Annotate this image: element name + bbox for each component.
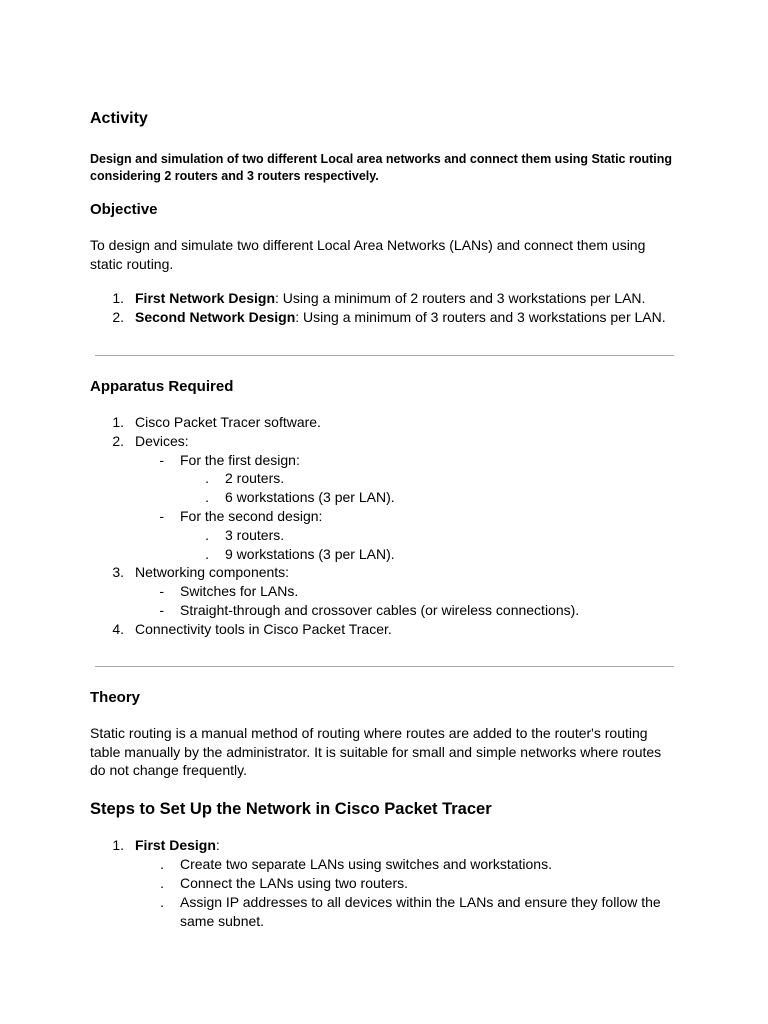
dash-marker: - bbox=[159, 583, 164, 599]
list-bold: Second Network Design bbox=[135, 309, 296, 325]
list-number: 2. bbox=[112, 309, 124, 325]
steps-heading: Steps to Set Up the Network in Cisco Packet Tracer bbox=[90, 800, 492, 818]
list-text: Devices: bbox=[135, 433, 189, 449]
activity-description: Design and simulation of two different Local area networks and connect them using Static routing considering 2 routers and 3 routers respectively. bbox=[90, 152, 673, 183]
list-number: 2. bbox=[112, 433, 124, 449]
list-text: 3 routers. bbox=[225, 527, 285, 543]
dot-marker: . bbox=[205, 470, 209, 486]
dash-marker: - bbox=[159, 452, 164, 468]
list-number: 1. bbox=[112, 290, 124, 306]
list-text: For the second design: bbox=[180, 508, 323, 524]
dot-marker: . bbox=[160, 875, 164, 891]
list-text bbox=[135, 289, 645, 308]
list-text: Connect the LANs using two routers. bbox=[180, 875, 409, 891]
list-number: 4. bbox=[112, 621, 124, 637]
list-text: For the first design: bbox=[180, 452, 300, 468]
list-text: Cisco Packet Tracer software. bbox=[135, 414, 321, 430]
list-text: Assign IP addresses to all devices within the LANs and ensure they follow the same subnet. bbox=[180, 894, 661, 929]
dot-marker: . bbox=[205, 527, 209, 543]
list-text: Create two separate LANs using switches and workstations. bbox=[180, 856, 552, 872]
list-text bbox=[135, 308, 666, 327]
list-text: 6 workstations (3 per LAN). bbox=[225, 489, 395, 505]
theory-text: Static routing is a manual method of routing where routes are added to the router's routing table manually by the administrator. It is suitable for small and simple networks where routes do not change frequently. bbox=[90, 725, 662, 779]
apparatus-heading: Apparatus Required bbox=[90, 378, 234, 395]
activity-heading: Activity bbox=[90, 110, 148, 127]
list-text: Networking components: bbox=[135, 564, 290, 580]
list-text: Straight-through and crossover cables (or wireless connections). bbox=[180, 602, 580, 618]
list-rest: : Using a minimum of 3 routers and 3 workstations per LAN. bbox=[295, 309, 666, 325]
list-text bbox=[135, 836, 220, 855]
list-text: Switches for LANs. bbox=[180, 583, 299, 599]
dash-marker: - bbox=[159, 508, 164, 524]
list-bold: First Network Design bbox=[135, 290, 276, 306]
list-number: 1. bbox=[112, 414, 124, 430]
list-bold: First Design bbox=[135, 837, 216, 853]
dot-marker: . bbox=[205, 489, 209, 505]
list-rest: : bbox=[215, 837, 220, 853]
section-divider bbox=[95, 355, 674, 356]
list-rest: : Using a minimum of 2 routers and 3 workstations per LAN. bbox=[275, 290, 646, 306]
objective-text: To design and simulate two different Local Area Networks (LANs) and connect them using static routing. bbox=[90, 237, 646, 272]
objective-heading: Objective bbox=[90, 201, 158, 218]
list-text: Connectivity tools in Cisco Packet Tracer. bbox=[135, 621, 392, 637]
dot-marker: . bbox=[160, 894, 164, 910]
list-number: 3. bbox=[112, 564, 124, 580]
dash-marker: - bbox=[159, 602, 164, 618]
list-number: 1. bbox=[112, 837, 124, 853]
theory-heading: Theory bbox=[90, 689, 141, 706]
dot-marker: . bbox=[160, 856, 164, 872]
section-divider bbox=[95, 666, 674, 667]
list-text: 9 workstations (3 per LAN). bbox=[225, 546, 395, 562]
list-text: 2 routers. bbox=[225, 470, 285, 486]
dot-marker: . bbox=[205, 546, 209, 562]
